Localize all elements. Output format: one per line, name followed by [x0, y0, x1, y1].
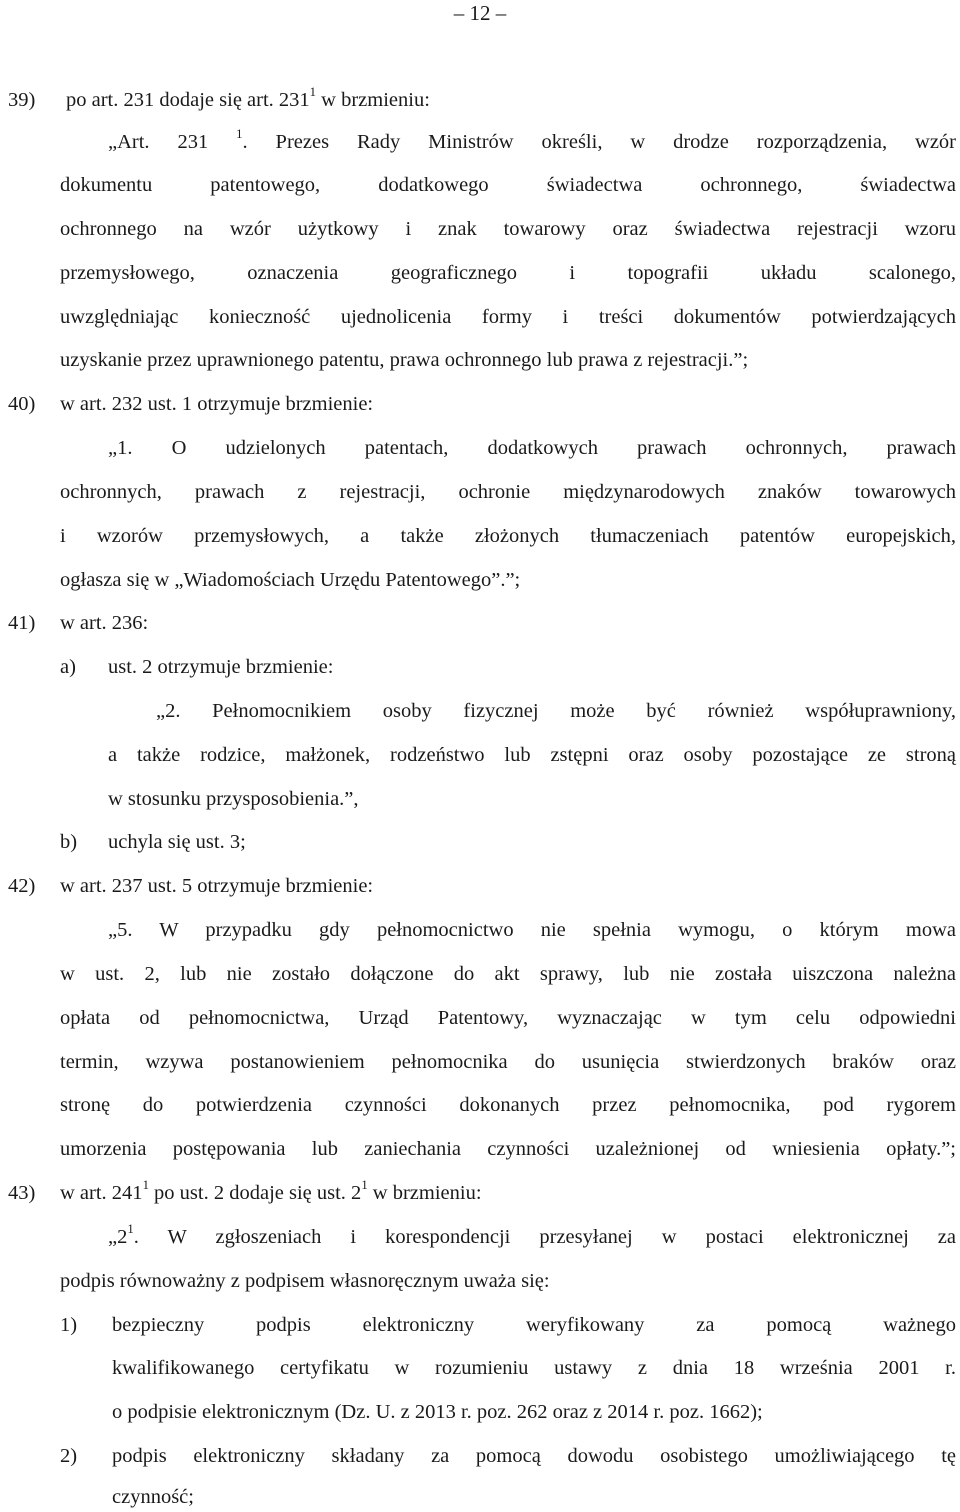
paragraph-line: uwzględniając konieczność ujednolicenia formy i treści dokumentów potwierdzających	[60, 306, 956, 328]
paragraph-line: i wzorów przemysłowych, a także złożonych tłumaczeniach patentów europejskich,	[60, 525, 956, 547]
item-number: 39)	[8, 89, 36, 111]
paragraph-line: umorzenia postępowania lub zaniechania czynności uzależnionej od wniesienia opłaty.”;	[60, 1138, 956, 1160]
paragraph-line: termin, wzywa postanowieniem pełnomocnika do usunięcia stwierdzonych braków oraz	[60, 1051, 956, 1073]
paragraph-line: w ust. 2, lub nie zostało dołączone do akt sprawy, lub nie została uiszczona należna	[60, 963, 956, 985]
paragraph-line: „2. Pełnomocnikiem osoby fizycznej może być również współuprawniony,	[156, 700, 956, 722]
paragraph-line: „1. O udzielonych patentach, dodatkowych prawach ochronnych, prawach	[108, 437, 956, 459]
paragraph-line: ochronnego na wzór użytkowy i znak towarowy oraz świadectwa rejestracji wzoru	[60, 218, 956, 240]
item-heading: w art. 236:	[60, 612, 149, 634]
sub-item-letter: a)	[60, 656, 76, 678]
paragraph-line: $„2^1$. W zgłoszeniach i korespondencji przesyłanej w postaci elektronicznej za	[108, 1222, 956, 1248]
paragraph-line: stronę do potwierdzenia czynności dokonanych przez pełnomocnika, pod rygorem	[60, 1094, 956, 1116]
paragraph-line: ogłasza się w „Wiadomościach Urzędu Patentowego”.”;	[60, 569, 521, 591]
sub-item-number: 1)	[60, 1314, 78, 1336]
paragraph-line: „5. W przypadku gdy pełnomocnictwo nie spełnia wymogu, o którym mowa	[108, 919, 956, 941]
item-heading: w art. 232 ust. 1 otrzymuje brzmienie:	[60, 393, 374, 415]
paragraph-line: ochronnych, prawach z rejestracji, ochronie międzynarodowych znaków towarowych	[60, 481, 956, 503]
item-heading: w art. $241^1$ po ust. 2 dodaje się ust. $2^1$ w brzmieniu:	[60, 1178, 482, 1204]
item-heading: w art. 237 ust. 5 otrzymuje brzmienie:	[60, 875, 374, 897]
paragraph-line: a także rodzice, małżonek, rodzeństwo lub zstępni oraz osoby pozostające ze stroną	[108, 744, 956, 766]
paragraph-line: kwalifikowanego certyfikatu w rozumieniu ustawy z dnia 18 września 2001 r.	[112, 1357, 956, 1379]
paragraph-line: czynność;	[112, 1486, 194, 1508]
item-number: 40)	[8, 393, 36, 415]
item-heading: po art. 231 dodaje się art. $231^1$ w brzmieniu:	[66, 85, 430, 111]
item-number: 42)	[8, 875, 36, 897]
sub-item-number: 2)	[60, 1445, 78, 1467]
paragraph-line: w stosunku przysposobienia.”,	[108, 788, 359, 810]
paragraph-line: przemysłowego, oznaczenia geograficznego i topografii układu scalonego,	[60, 262, 956, 284]
paragraph-line: „Art. 231 $^1$. Prezes Rady Ministrów określi, w drodze rozporządzenia, wzór	[108, 127, 956, 153]
sub-item-heading: ust. 2 otrzymuje brzmienie:	[108, 656, 334, 678]
paragraph-line: opłata od pełnomocnictwa, Urząd Patentowy, wyznaczając w tym celu odpowiedni	[60, 1007, 956, 1029]
sub-item-heading: uchyla się ust. 3;	[108, 831, 246, 853]
paragraph-line: uzyskanie przez uprawnionego patentu, prawa ochronnego lub prawa z rejestracji.”;	[60, 349, 749, 371]
item-number: 43)	[8, 1182, 36, 1204]
paragraph-line: bezpieczny podpis elektroniczny weryfikowany za pomocą ważnego	[112, 1314, 956, 1336]
page-number: – 12 –	[453, 1, 507, 25]
paragraph-line: o podpisie elektronicznym (Dz. U. z 2013 r. poz. 262 oraz z 2014 r. poz. 1662);	[112, 1401, 763, 1423]
paragraph-line: podpis elektroniczny składany za pomocą dowodu osobistego umożliwiającego tę	[112, 1445, 956, 1467]
paragraph-line: dokumentu patentowego, dodatkowego świadectwa ochronnego, świadectwa	[60, 174, 956, 196]
paragraph-line: podpis równoważny z podpisem własnoręcznym uważa się:	[60, 1270, 550, 1292]
item-number: 41)	[8, 612, 36, 634]
sub-item-letter: b)	[60, 831, 78, 853]
